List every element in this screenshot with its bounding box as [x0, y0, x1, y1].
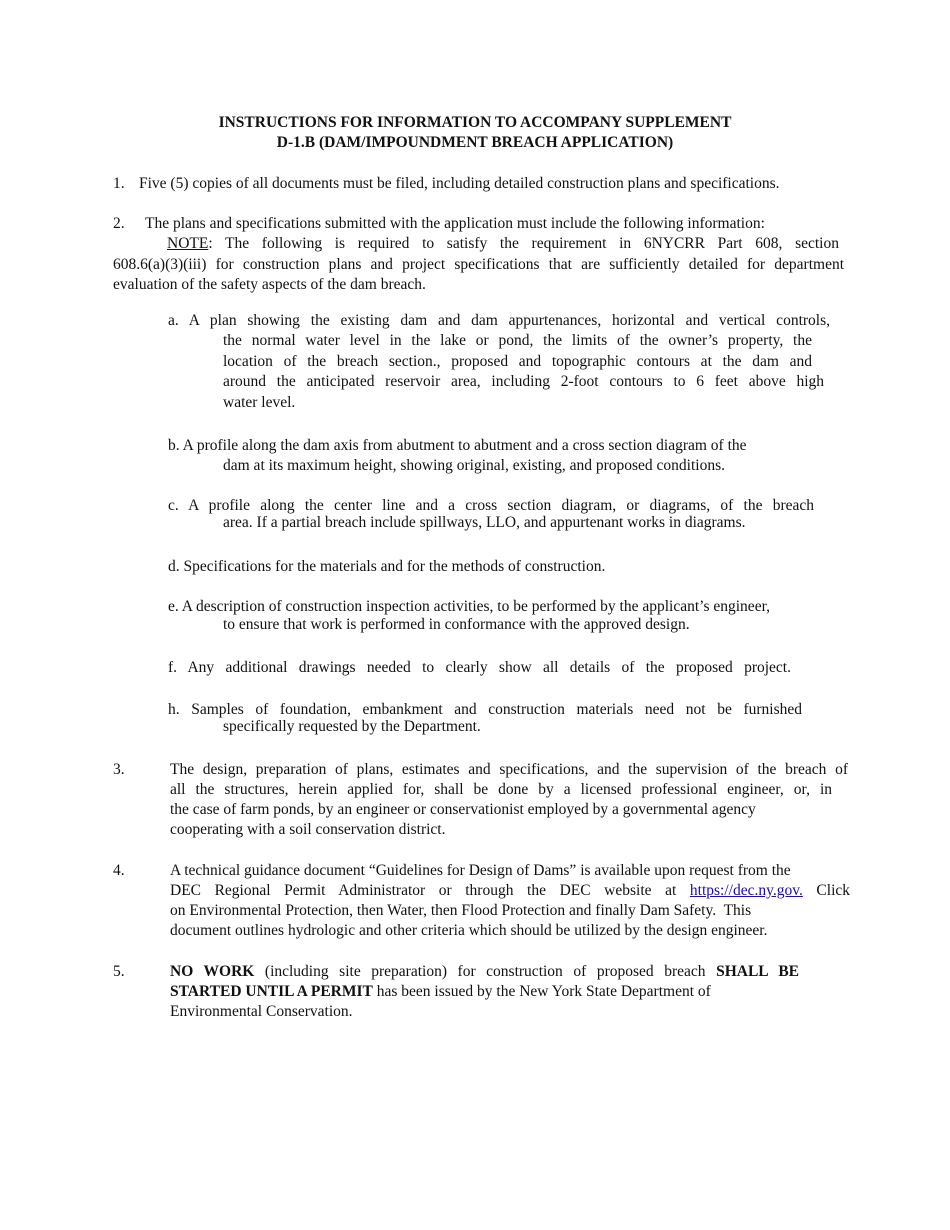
item-3-line-1: The design, preparation of plans, estimates and specifications, and the supervision of the breach of — [170, 761, 848, 778]
item-2-text: The plans and specifications submitted with the application must include the following information: — [145, 215, 765, 232]
item-5-line-1 — [170, 962, 799, 982]
title-line-2: D-1.B (DAM/IMPOUNDMENT BREACH APPLICATION) — [276, 134, 674, 151]
sub-item-a-line-2: the normal water level in the lake or pond, the limits of the owner’s property, the — [223, 332, 812, 349]
sub-item-c-line-2: area. If a partial breach include spillways, LLO, and appurtenant works in diagrams. — [223, 514, 746, 531]
note-line-3: evaluation of the safety aspects of the dam breach. — [113, 276, 426, 293]
item-2-number: 2. — [113, 215, 125, 232]
item-1-text: Five (5) copies of all documents must be filed, including detailed construction plans and specifications. — [139, 175, 780, 192]
sub-item-b-line-2: dam at its maximum height, showing original, existing, and proposed conditions. — [223, 457, 725, 474]
item-5-line-2 — [170, 982, 820, 1002]
item-3-line-4: cooperating with a soil conservation district. — [170, 821, 446, 838]
sub-item-f-line-1: f. Any additional drawings needed to clearly show all details of the proposed project. — [168, 659, 791, 676]
item-4-line-3: on Environmental Protection, then Water, then Flood Protection and finally Dam Safety. This — [170, 902, 752, 919]
note-line-1 — [167, 234, 839, 254]
item-4-line-1: A technical guidance document “Guidelines for Design of Dams” is available upon request from the — [170, 862, 791, 879]
sub-item-h-line-2: specifically requested by the Department. — [223, 718, 481, 735]
note-label: NOTE — [167, 235, 209, 252]
item-5-number: 5. — [113, 963, 125, 980]
item-3-line-2: all the structures, herein applied for, shall be done by a licensed professional engineer, or, in — [170, 781, 832, 798]
item-5-line-1-text: (including site preparation) for construction of proposed breach — [254, 963, 717, 980]
sub-item-b-line-1: b. A profile along the dam axis from abutment to abutment and a cross section diagram of the — [168, 437, 747, 454]
dec-website-link[interactable]: https://dec.ny.gov. — [689, 882, 803, 899]
sub-item-c-line-1: c. A profile along the center line and a cross section diagram, or diagrams, of the breach — [168, 497, 814, 514]
item-5-line-3: Environmental Conservation. — [170, 1003, 353, 1020]
title-line-1: INSTRUCTIONS FOR INFORMATION TO ACCOMPANY SUPPLEMENT — [218, 114, 732, 131]
item-4-line-2-pre: DEC Regional Permit Administrator or through the DEC website at — [170, 882, 677, 899]
no-work-emphasis: NO WORK — [170, 963, 255, 980]
sub-item-h-line-1: h. Samples of foundation, embankment and construction materials need not be furnished — [168, 701, 802, 718]
shall-be-emphasis: SHALL BE — [716, 963, 800, 980]
started-until-permit-emphasis: STARTED UNTIL A PERMIT — [170, 983, 373, 1000]
item-3-number: 3. — [113, 761, 125, 778]
sub-item-a-line-4: around the anticipated reservoir area, including 2-foot contours to 6 feet above high — [223, 373, 824, 390]
note-line-1-text: : The following is required to satisfy the requirement in 6NYCRR Part 608, section — [208, 235, 839, 252]
item-4-line-4: document outlines hydrologic and other criteria which should be utilized by the design engineer. — [170, 922, 768, 939]
item-4-line-2-post: Click — [816, 882, 851, 899]
item-5-line-2-text: has been issued by the New York State Department of — [372, 983, 711, 1000]
item-4-line-2 — [170, 881, 850, 901]
sub-item-e-line-1: e. A description of construction inspection activities, to be performed by the applicant’s engineer, — [168, 598, 770, 615]
sub-item-a-line-5: water level. — [223, 394, 296, 411]
item-3-line-3: the case of farm ponds, by an engineer or conservationist employed by a governmental agency — [170, 801, 756, 818]
item-1-number: 1. — [113, 175, 125, 192]
note-line-2: 608.6(a)(3)(iii) for construction plans and project specifications that are sufficiently detailed for department — [113, 256, 844, 273]
item-4-number: 4. — [113, 862, 125, 879]
sub-item-d-line-1: d. Specifications for the materials and for the methods of construction. — [168, 558, 606, 575]
sub-item-a-line-1: a. A plan showing the existing dam and dam appurtenances, horizontal and vertical controls, — [168, 312, 830, 329]
sub-item-e-line-2: to ensure that work is performed in conformance with the approved design. — [223, 616, 690, 633]
sub-item-a-line-3: location of the breach section., proposed and topographic contours at the dam and — [223, 353, 812, 370]
